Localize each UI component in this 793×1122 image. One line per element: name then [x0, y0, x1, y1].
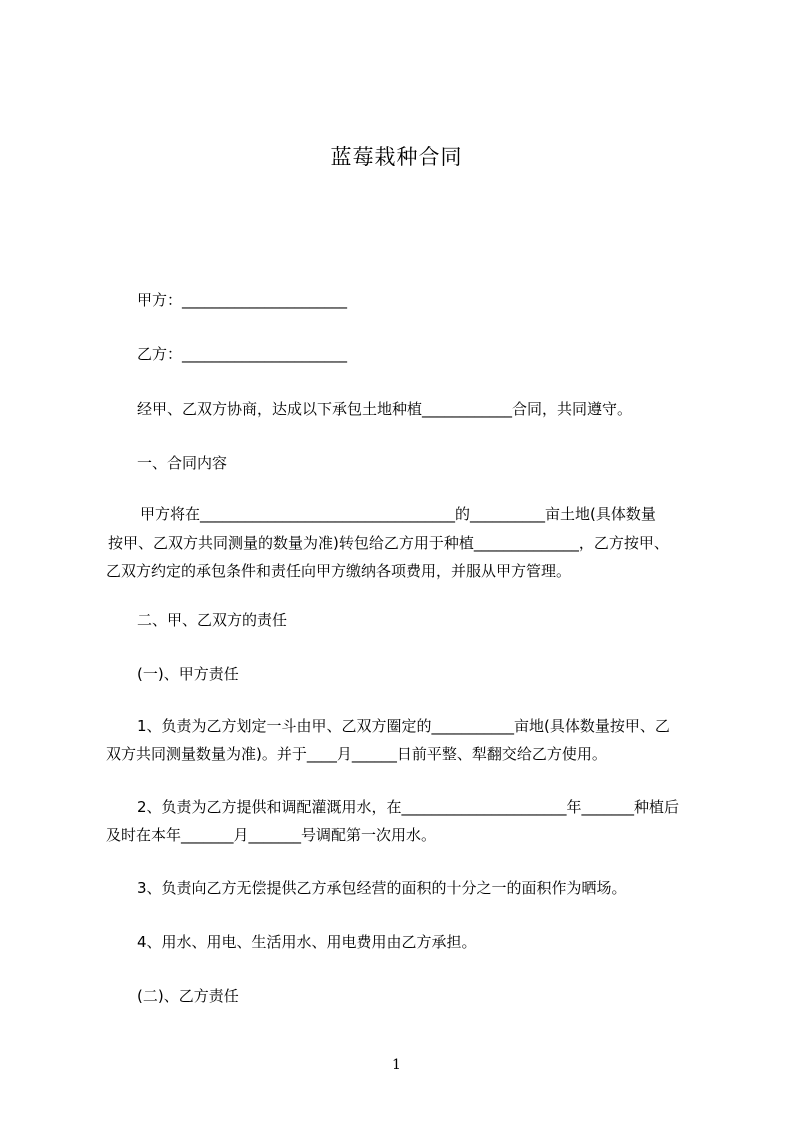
duty-item-4: 4、用水、用电、生活用水、用电费用由乙方承担。: [137, 933, 477, 951]
section-1-paragraph-line: 乙双方约定的承包条件和责任向甲方缴纳各项费用，并服从甲方管理。: [106, 562, 572, 580]
party-a-line: 甲方：______________________: [137, 291, 348, 309]
duty-item-1-line: 1、负责为乙方划定一斗由甲、乙双方圈定的___________亩地(具体数量按甲、乙: [137, 717, 670, 735]
party-b-duties-heading: (二)、乙方责任: [137, 987, 239, 1005]
party-a-duties-heading: (一)、甲方责任: [137, 665, 239, 683]
document-title: 蓝莓栽种合同: [330, 145, 463, 169]
section-1-heading: 一、合同内容: [137, 454, 228, 472]
duty-item-3: 3、负责向乙方无偿提供乙方承包经营的面积的十分之一的面积作为晒场。: [137, 879, 627, 897]
page-number: 1: [392, 1057, 401, 1073]
duty-item-1-line: 双方共同测量数量为准)。并于____月______日前平整、犁翻交给乙方使用。: [106, 745, 607, 763]
duty-item-2-line: 2、负责为乙方提供和调配灌溉用水，在______________________年_______种植后: [137, 798, 680, 816]
section-1-paragraph-line: 按甲、乙双方共同测量的数量为准)转包给乙方用于种植______________，乙方按甲、: [108, 534, 669, 552]
section-2-heading: 二、甲、乙双方的责任: [137, 611, 288, 629]
party-b-line: 乙方：______________________: [137, 345, 348, 363]
section-1-paragraph-line: 甲方将在__________________________________的__________亩土地(具体数量: [140, 505, 656, 523]
intro-paragraph: 经甲、乙双方协商，达成以下承包土地种植____________合同，共同遵守。: [137, 400, 633, 418]
duty-item-2-line: 及时在本年_______月_______号调配第一次用水。: [106, 826, 437, 844]
